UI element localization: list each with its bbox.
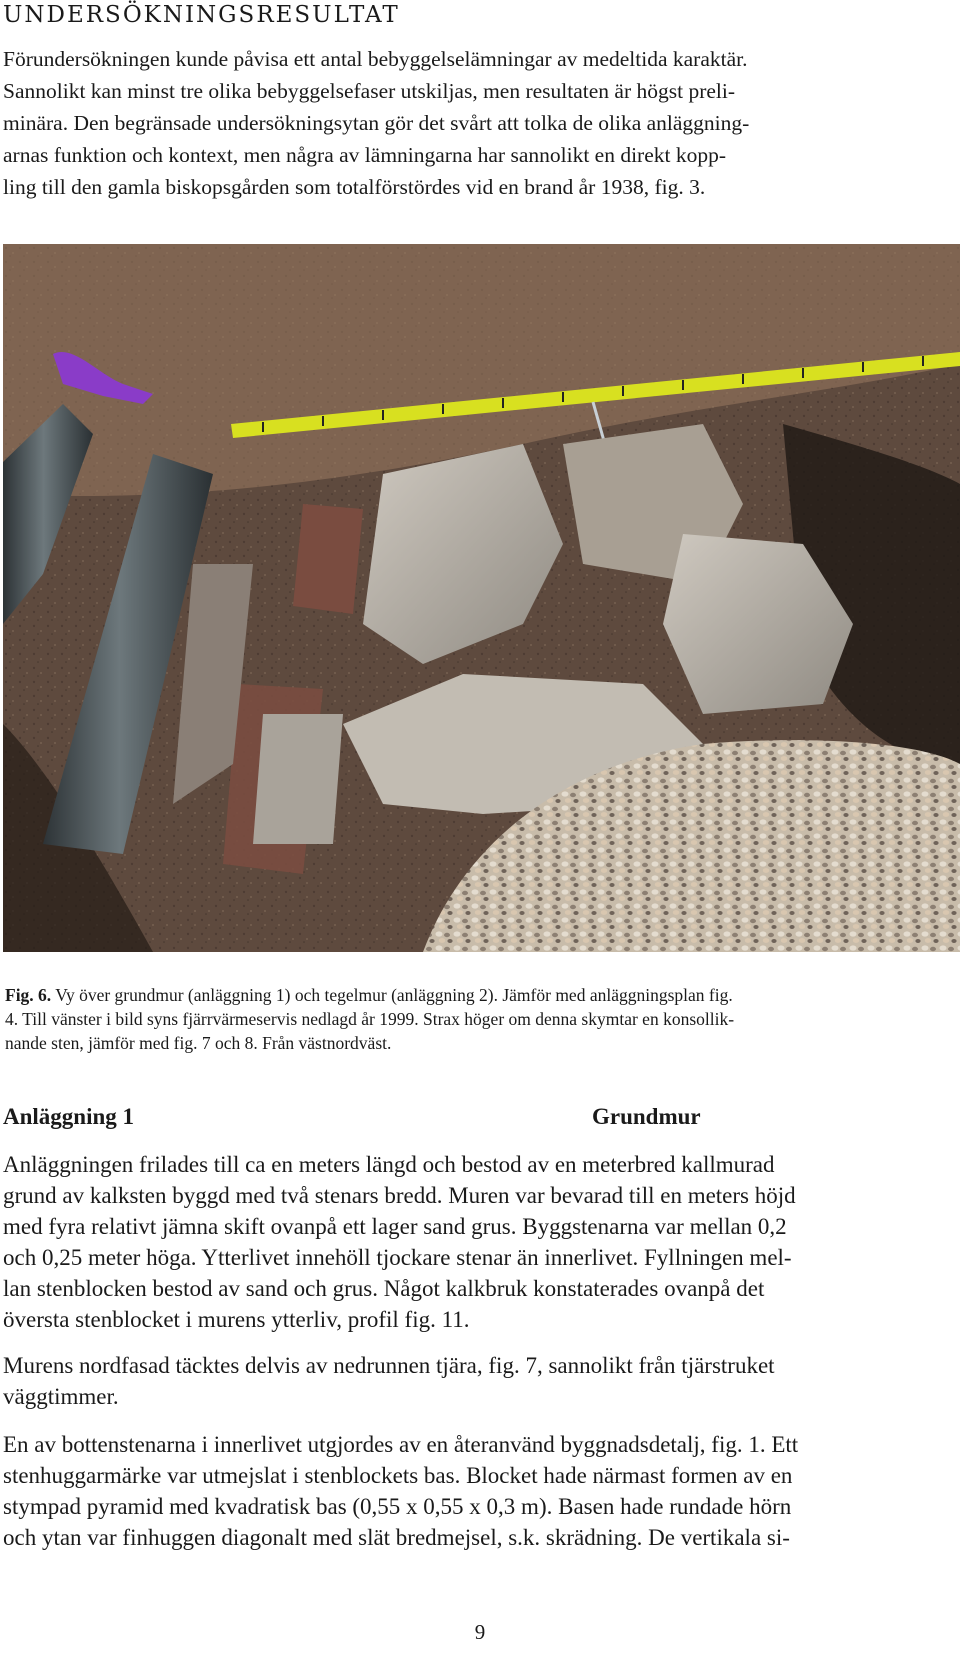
paragraph-line: Anläggningen frilades till ca en meters längd och bestod av en meterbred kallmurad <box>3 1152 775 1177</box>
figure-caption <box>5 983 955 1055</box>
feature-title: Grundmur <box>592 1104 701 1129</box>
section-heading: UNDERSÖKNINGSRESULTAT <box>3 2 400 28</box>
intro-line: ling till den gamla biskopsgården som totalförstördes vid en brand år 1938, fig. 3. <box>3 175 706 199</box>
paragraph-line: med fyra relativt jämna skift ovanpå ett lager sand grus. Byggstenarna var mellan 0,2 <box>3 1214 787 1239</box>
caption-label: Fig. 6. <box>5 985 52 1005</box>
intro-line: Sannolikt kan minst tre olika bebyggelsefaser utskiljas, men resultaten är högst preli- <box>3 79 736 103</box>
paragraph-line: lan stenblocken bestod av sand och grus. Något kalkbruk konstaterades ovanpå det <box>3 1276 765 1301</box>
caption-line: 4. Till vänster i bild syns fjärrvärmeservis nedlagd år 1999. Strax höger om denna skymtar en konsollik- <box>5 1009 735 1029</box>
body-paragraph <box>3 1429 953 1553</box>
paragraph-line: grund av kalksten byggd med två stenars bredd. Muren var bevarad till en meters höjd <box>3 1183 796 1208</box>
caption-line: nande sten, jämför med fig. 7 och 8. Från västnordväst. <box>5 1033 392 1053</box>
paragraph-line: stympad pyramid med kvadratisk bas (0,55 x 0,55 x 0,3 m). Basen hade rundade hörn <box>3 1494 792 1519</box>
excavation-photo <box>3 244 960 952</box>
intro-paragraph <box>3 43 953 203</box>
feature-number: Anläggning 1 <box>3 1104 135 1129</box>
paragraph-line: En av bottenstenarna i innerlivet utgjordes av en återanvänd byggnadsdetalj, fig. 1. Ett <box>3 1432 799 1457</box>
body-paragraph <box>3 1350 953 1412</box>
paragraph-line: och ytan var finhuggen diagonalt med slät bredmejsel, s.k. skrädning. De vertikala si- <box>3 1525 790 1550</box>
page-number: 9 <box>474 1620 486 1644</box>
intro-line: Förundersökningen kunde påvisa ett antal bebyggelselämningar av medeltida karaktär. <box>3 47 748 71</box>
body-paragraph <box>3 1149 953 1335</box>
paragraph-line: väggtimmer. <box>3 1384 119 1409</box>
paragraph-line: stenhuggarmärke var utmejslat i stenblockets bas. Blocket hade närmast formen av en <box>3 1463 793 1488</box>
caption-line: Vy över grundmur (anläggning 1) och tegelmur (anläggning 2). Jämför med anläggningsplan fig. <box>55 985 733 1005</box>
intro-line: arnas funktion och kontext, men några av lämningarna har sannolikt en direkt kopp- <box>3 143 727 167</box>
paragraph-line: översta stenblocket i murens ytterliv, profil fig. 11. <box>3 1307 470 1332</box>
paragraph-line: och 0,25 meter höga. Ytterlivet innehöll tjockare stenar än innerlivet. Fyllningen mel- <box>3 1245 792 1270</box>
intro-line: minära. Den begränsade undersökningsytan gör det svårt att tolka de olika anläggning- <box>3 111 750 135</box>
paragraph-line: Murens nordfasad täcktes delvis av nedrunnen tjära, fig. 7, sannolikt från tjärstruket <box>3 1353 775 1378</box>
